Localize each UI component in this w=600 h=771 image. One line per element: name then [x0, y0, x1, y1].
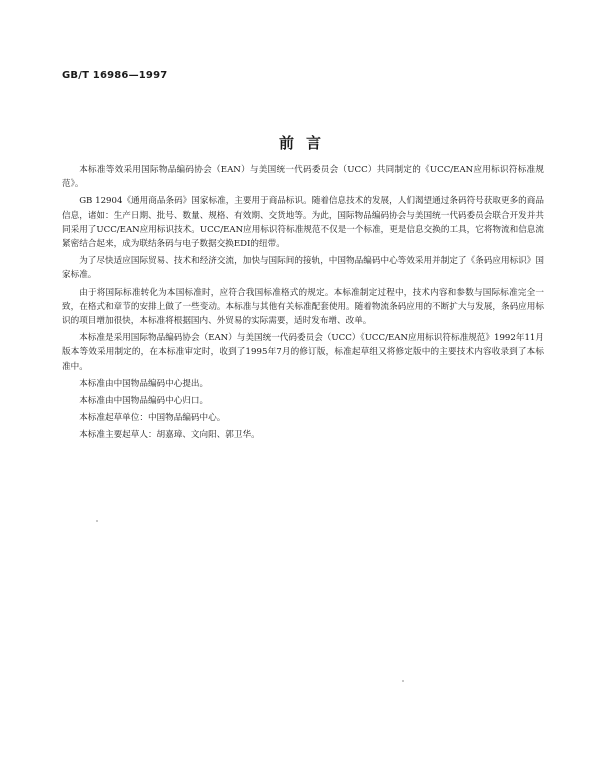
- paragraph-administrator: 本标准由中国物品编码中心归口。: [79, 396, 209, 407]
- paragraph-version-note: 本标准是采用国际物品编码协会（EAN）与美国统一代码委员会（UCC）《UCC/EAN应用标识符标准规范》1992年11月版本等效采用制定的，在本标准审定时，收到了1995年7月的修订版，标准起草组又将修定版中的主要技术内容收录到了本标准中。: [62, 333, 544, 372]
- paragraph-purpose: 为了尽快适应国际贸易、技术和经济交流，加快与国际间的接轨，中国物品编码中心等效采用并制定了《条码应用标识》国家标准。: [62, 256, 544, 281]
- paragraph-drafting-unit: 本标准起草单位：中国物品编码中心。: [79, 413, 226, 424]
- scan-speck: [96, 520, 98, 522]
- paragraph-drafters: 本标准主要起草人：胡嘉璋、文向阳、郭卫华。: [79, 430, 260, 441]
- paragraph-background: GB 12904《通用商品条码》国家标准，主要用于商品标识。随着信息技术的发展，人们渴望通过条码符号获取更多的商品信息，诸如：生产日期、批号、数量、规格、有效期、交货地等。为此，国际物品编码协会与美国统一代码委员会联合开发并共同采用了UCC/EAN应用标识技术。UCC/EAN应用标识符标准规范不仅是一个标准，更是信息交换的工具，它将物流和信息流紧密结合起来，成为联结条码与电子数据交换EDI的纽带。: [62, 196, 544, 250]
- paragraph-proposer: 本标准由中国物品编码中心提出。: [79, 378, 209, 389]
- paragraph-adoption: 本标准等效采用国际物品编码协会（EAN）与美国统一代码委员会（UCC）共同制定的《UCC/EAN应用标识符标准规范》。: [62, 165, 544, 190]
- standard-number: GB/T 16986—1997: [62, 70, 168, 81]
- scan-speck: [402, 680, 404, 682]
- paragraph-format-changes: 由于将国际标准转化为本国标准时，应符合我国标准格式的规定。本标准制定过程中，技术内容和参数与国际标准完全一致，在格式和章节的安排上做了一些变动。本标准与其他有关标准配套使用。随着物流条码应用的不断扩大与发展，条码应用标识的项目增加很快，本标准将根据国内、外贸易的实际需要，适时发布增、改单。: [62, 287, 544, 327]
- page-title: 前言: [278, 134, 333, 152]
- foreword-body: [62, 163, 544, 446]
